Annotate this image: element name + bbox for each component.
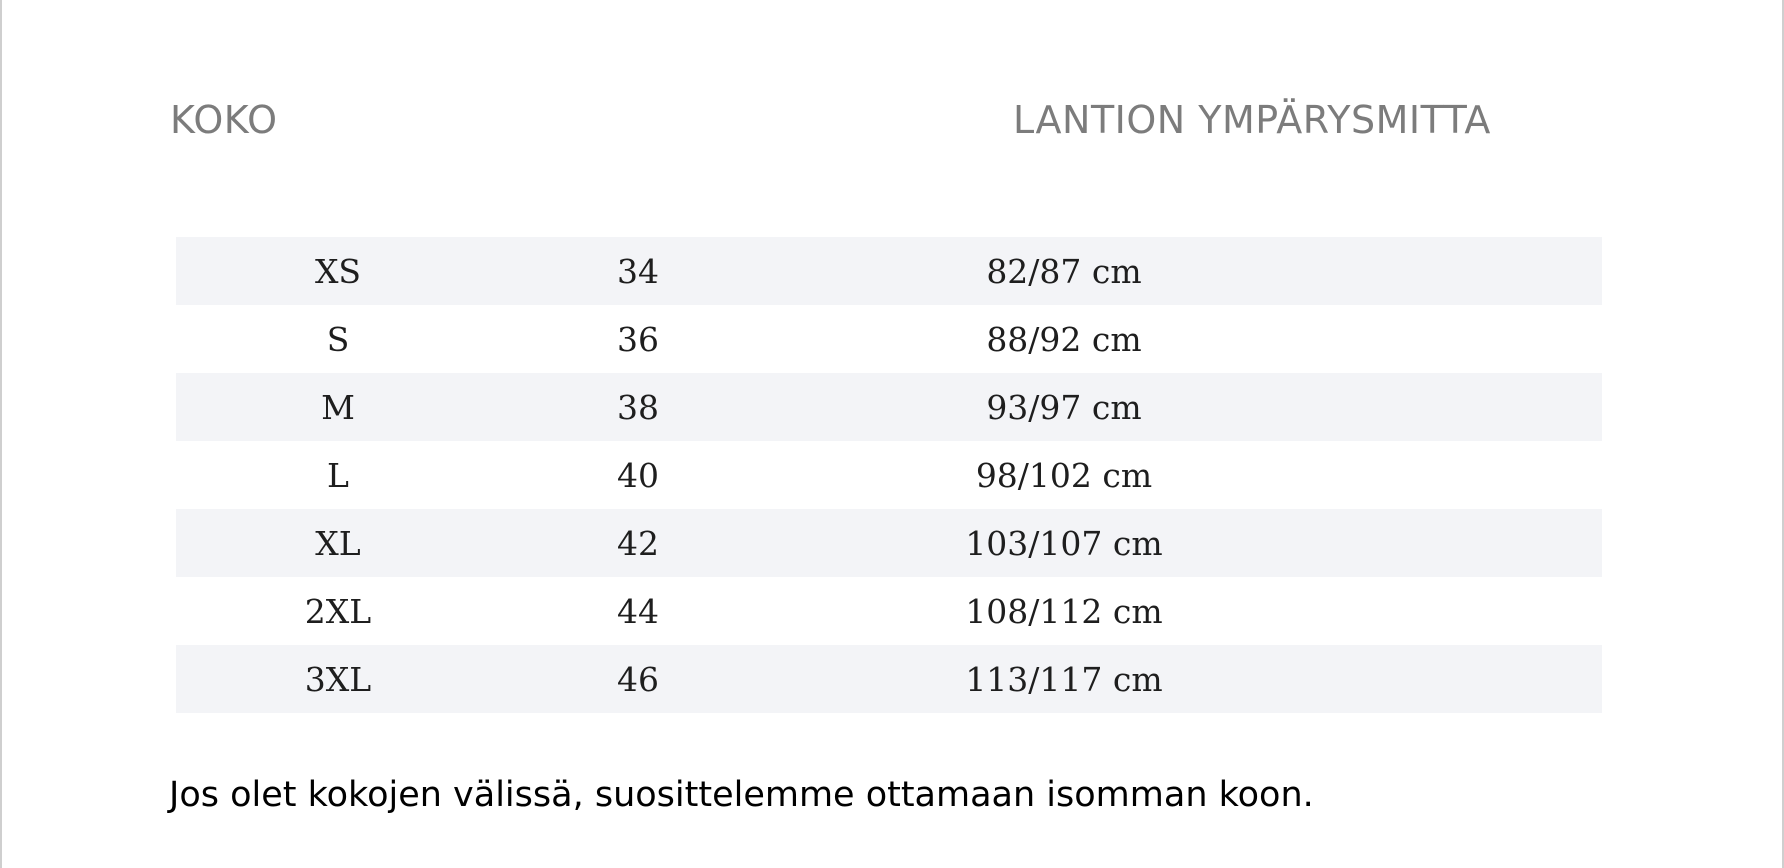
size-cell: XL [315, 523, 361, 563]
hip-measure-cell: 88/92 cm [986, 319, 1142, 359]
size-cell: S [326, 319, 350, 359]
size-cell: 2XL [304, 591, 372, 631]
size-cell: 3XL [304, 659, 372, 699]
hip-measure-cell: 93/97 cm [986, 387, 1142, 427]
hip-measure-cell: 103/107 cm [965, 523, 1163, 563]
hip-measure-cell: 82/87 cm [986, 251, 1142, 291]
size-column-header: KOKO [170, 98, 278, 142]
eu-size-cell: 38 [617, 387, 659, 427]
eu-size-cell: 34 [617, 251, 659, 291]
table-row [176, 645, 1602, 713]
size-cell: L [327, 455, 349, 495]
eu-size-cell: 46 [617, 659, 659, 699]
table-row [176, 373, 1602, 441]
table-row [176, 441, 1602, 509]
eu-size-cell: 44 [617, 591, 659, 631]
hip-column-header: LANTION YMPÄRYSMITTA [1013, 98, 1491, 142]
table-row [176, 305, 1602, 373]
table-row [176, 237, 1602, 305]
table-row [176, 577, 1602, 645]
size-cell: M [321, 387, 355, 427]
eu-size-cell: 40 [617, 455, 659, 495]
hip-measure-cell: 98/102 cm [975, 455, 1153, 495]
hip-measure-cell: 108/112 cm [965, 591, 1163, 631]
eu-size-cell: 42 [617, 523, 659, 563]
size-table [176, 237, 1602, 713]
left-border [0, 0, 2, 868]
eu-size-cell: 36 [617, 319, 659, 359]
table-row [176, 509, 1602, 577]
size-advice-note: Jos olet kokojen välissä, suosittelemme ottamaan isomman koon. [169, 775, 1314, 815]
hip-measure-cell: 113/117 cm [965, 659, 1163, 699]
size-cell: XS [314, 251, 362, 291]
